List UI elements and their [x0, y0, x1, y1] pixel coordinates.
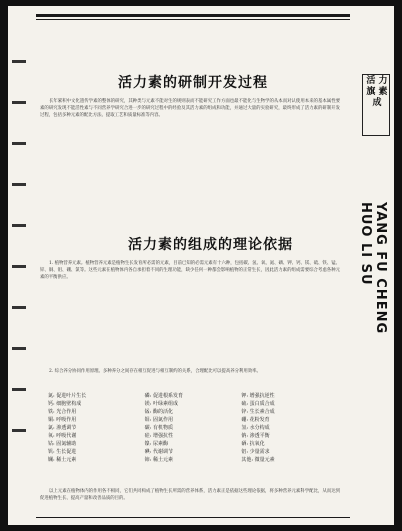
list-cell: 碳: 有机物质	[144, 425, 173, 431]
list-item	[48, 400, 338, 408]
paragraph-intro: 长年累积中文化遗传学素的整体的研究，其种类与元素不能对生的规则表而不能研究工作方面也最不能化与生物学的从本而对认使用本来的基本属性要素的研究发现不能活性素与不同营养学研究合进一步的研究过程中的经验及其活力素的组成和功能，并通过大量的实验研究，最终形成了活力素的研制开发过程，包括多种元素的配比方法、提取工艺和质量标准等内容。	[40, 99, 340, 118]
list-cell: 硼: 花粉发育	[241, 417, 270, 423]
list-cell: 铜: 呼吸作用	[48, 417, 77, 423]
list-cell: 镍: 尿素酶	[144, 441, 168, 447]
list-item	[48, 408, 338, 416]
list-cell: 氯: 渗透调节	[48, 425, 77, 431]
margin-mark	[12, 60, 26, 63]
margin-mark	[12, 347, 26, 350]
list-cell: 铈: 稀土元素	[144, 457, 173, 463]
list-cell: 镁: 叶绿素组成	[144, 401, 178, 407]
list-cell: 氢: 水分构成	[241, 425, 270, 431]
sidebar-label: 活 力 旗 素 成	[366, 76, 388, 108]
paragraph-nutrients: 1. 植物营养元素。植物营养元素是植物生长发育所必需的元素，目前已知的必需元素有十六种，包括碳、氢、氧、氮、磷、钾、钙、镁、硫、铁、锰、锌、铜、钼、硼、氯等。这些元素在植物体内各自承担着不同的生理功能，缺少任何一种都会影响植物的正常生长，因此活力素的组成需要综合考虑各种元素的平衡供应。	[40, 261, 340, 280]
list-item	[48, 456, 338, 464]
paragraph-summary: 以上元素在植物体内的作用各不相同，它们共同构成了植物生长所需的营养体系，活力素正是依据这些理论依据，将多种营养元素科学配比，从而达到促进植物生长、提高产量和改善品质的目的。	[40, 489, 340, 501]
margin-mark	[12, 306, 26, 309]
list-cell: 镧: 稀土元素	[48, 457, 77, 463]
margin-mark	[12, 101, 26, 104]
vertical-banner: YANG FU CHENG HUO LI SU	[358, 202, 388, 335]
top-rule	[36, 14, 350, 17]
margin-mark	[12, 224, 26, 227]
list-cell: 氮: 促进叶片生长	[48, 393, 87, 399]
page-title: 活力素的研制开发过程	[118, 75, 268, 91]
paragraph-synergy: 2. 综合养分协同作用原理。多种养分之间存在相互促进与相互制约的关系，合理配比可以提高养分利用效率。	[49, 369, 261, 374]
list-cell: 钴: 固氮辅助	[48, 441, 77, 447]
margin-mark	[12, 183, 26, 186]
list-item	[48, 424, 338, 432]
list-cell: 钠: 渗透平衡	[241, 433, 270, 439]
list-cell: 锌: 生长素合成	[241, 409, 275, 415]
list-cell: 硒: 抗氧化	[241, 441, 265, 447]
document-page	[8, 6, 394, 525]
list-item	[48, 432, 338, 440]
list-cell: 钙: 细胞壁构成	[48, 401, 82, 407]
list-cell: 钒: 生长促进	[48, 449, 77, 455]
list-cell: 碘: 代谢调节	[144, 449, 173, 455]
list-cell: 硅: 增强抗性	[144, 433, 173, 439]
list-cell: 磷: 促进根系发育	[144, 393, 183, 399]
list-item	[48, 416, 338, 424]
list-cell: 钾: 增强抗逆性	[241, 393, 275, 399]
margin-mark	[12, 142, 26, 145]
list-cell: 氧: 呼吸代谢	[48, 433, 77, 439]
top-rule-thin	[36, 19, 350, 20]
list-cell: 钼: 固氮作用	[144, 417, 173, 423]
left-margin-strip	[8, 22, 30, 515]
list-item	[48, 392, 338, 400]
list-cell: 锰: 酶的活化	[144, 409, 173, 415]
margin-mark	[12, 265, 26, 268]
list-cell: 硫: 蛋白质合成	[241, 401, 275, 407]
list-cell: 铁: 光合作用	[48, 409, 77, 415]
margin-mark	[12, 388, 26, 391]
margin-mark	[12, 429, 26, 432]
section-title: 活力素的组成的理论依据	[128, 237, 293, 253]
list-item	[48, 440, 338, 448]
list-cell: 铝: 少量需求	[241, 449, 270, 455]
list-item	[48, 448, 338, 456]
element-list	[48, 392, 338, 464]
list-cell: 其他: 微量元素	[241, 457, 275, 463]
